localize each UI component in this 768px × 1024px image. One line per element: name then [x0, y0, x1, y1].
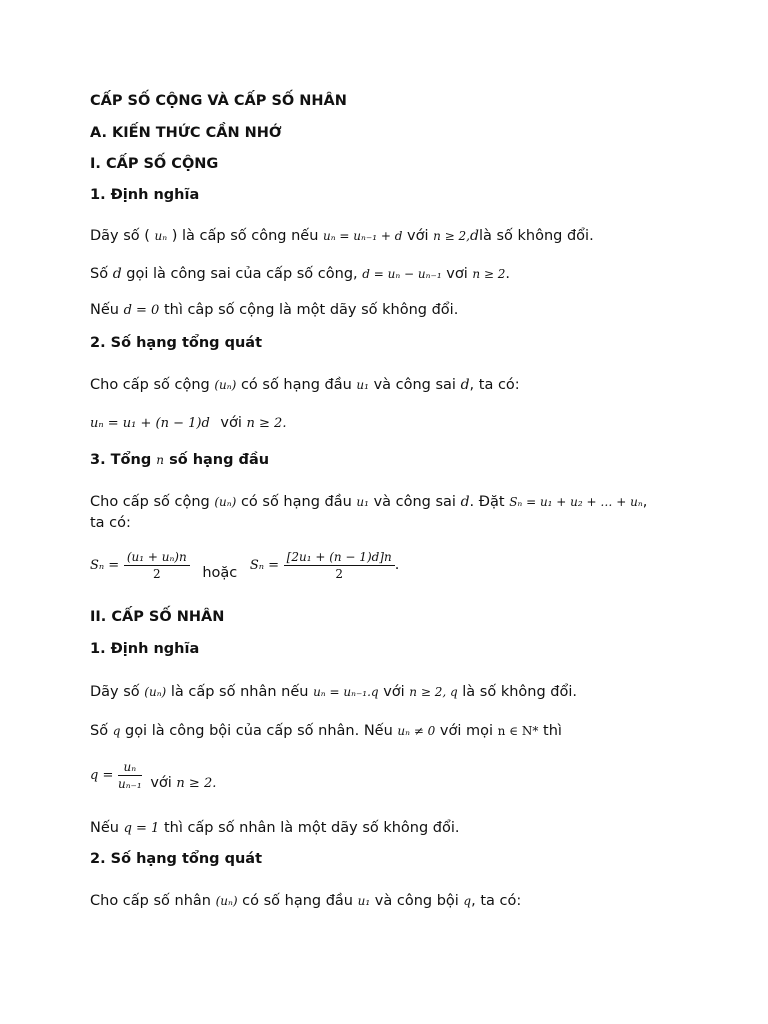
part1-definition-line-2: Số d gọi là công sai của cấp số công, d = uₙ − uₙ₋₁ vơi n ≥ 2. — [90, 266, 510, 282]
math-un: uₙ — [154, 229, 168, 243]
part1-sum-formula: Sₙ = $\frac{\text{(u₁ + uₙ)n}}{2}$ hoặc Sₙ = $\frac{\text{[2u₁ + (n − 1)d]n}}{2}$ . — [90, 549, 400, 581]
math-u1: u₁ — [356, 378, 369, 392]
part2-definition-line-2: Số q gọi là công bội của cấp số nhân. Nếu uₙ ≠ 0 với mọi n ∈ N* thì — [90, 723, 562, 739]
math-recurrence-formula: uₙ = uₙ₋₁ + d — [323, 229, 403, 243]
math-d-zero: d = 0 — [123, 303, 160, 318]
part1-sum-heading: 3. Tổng n số hạng đầu — [90, 452, 270, 468]
math-nonzero-condition: uₙ ≠ 0 — [397, 724, 436, 738]
math-q: q — [463, 894, 472, 908]
math-u1: u₁ — [356, 495, 369, 509]
math-sum-definition: Sₙ = u₁ + u₂ + … + uₙ — [509, 495, 643, 509]
math-condition: n ≥ 2. — [176, 776, 217, 791]
math-d: d — [460, 377, 470, 393]
math-sequence: (uₙ) — [215, 894, 238, 908]
math-sum-fraction-1: $\frac{\text{(u₁ + uₙ)n}}{2}$ — [124, 549, 190, 582]
math-condition: n ≥ 2 — [472, 267, 506, 281]
math-sequence: (uₙ) — [214, 495, 237, 509]
math-q: q — [112, 724, 121, 738]
math-sum-lhs: Sₙ = — [249, 558, 280, 573]
part1-general-term-line: Cho cấp số cộng (uₙ) có số hạng đầu u₁ và công sai d, ta có: — [90, 377, 520, 393]
math-ratio-fraction: $\frac{\text{uₙ}}{\text{uₙ₋₁}}$ — [117, 759, 142, 791]
math-recurrence-formula: uₙ = uₙ₋₁.q — [313, 685, 379, 699]
math-d: d — [112, 266, 122, 282]
math-natural-condition: n ∈ N* — [497, 724, 539, 738]
math-d: d — [469, 228, 479, 244]
part1-general-term-heading: 2. Số hạng tổng quát — [90, 335, 263, 351]
math-n: n — [156, 453, 164, 467]
math-q-one: q = 1 — [123, 821, 160, 836]
math-condition: n ≥ 2. — [246, 416, 287, 431]
part2-ratio-formula: q = $\frac{\text{uₙ}}{\text{uₙ₋₁}}$ với n ≥ 2. — [90, 759, 217, 791]
part2-definition-line-1: Dãy số (uₙ) là cấp số nhân nếu uₙ = uₙ₋₁.q với n ≥ 2, q là số không đổi. — [90, 684, 577, 700]
part1-definition-heading: 1. Định nghĩa — [90, 187, 200, 203]
part2-heading: II. CẤP SỐ NHÂN — [90, 609, 225, 625]
document-title: CẤP SỐ CỘNG VÀ CẤP SỐ NHÂN — [90, 93, 347, 109]
math-general-term: uₙ = u₁ + (n − 1)d — [90, 416, 210, 431]
part2-general-term-heading: 2. Số hạng tổng quát — [90, 851, 263, 867]
section-a-heading: A. KIẾN THỨC CẦN NHỚ — [90, 125, 282, 141]
math-sequence: (uₙ) — [214, 378, 237, 392]
part1-heading: I. CẤP SỐ CỘNG — [90, 156, 219, 172]
math-condition: n ≥ 2, — [433, 229, 470, 243]
math-sum-fraction-2: $\frac{\text{[2u₁ + (n − 1)d]n}}{2}$ — [284, 549, 395, 582]
math-sum-lhs: Sₙ = — [90, 558, 120, 573]
part1-definition-line-3: Nếu d = 0 thì câp số cộng là một dãy số không đổi. — [90, 302, 459, 318]
math-condition: n ≥ 2, q — [409, 685, 458, 699]
part1-sum-line-2: ta có: — [90, 515, 131, 531]
part1-definition-line-1: Dãy số ( uₙ ) là cấp số công nếu uₙ = uₙ₋₁ + d với n ≥ 2,dlà số không đổi. — [90, 228, 594, 244]
math-u1: u₁ — [357, 894, 371, 908]
part2-general-term-line: Cho cấp số nhân (uₙ) có số hạng đầu u₁ và công bội q, ta có: — [90, 893, 522, 909]
part2-definition-line-3: Nếu q = 1 thì cấp số nhân là một dãy số không đổi. — [90, 820, 460, 836]
part1-general-term-formula: uₙ = u₁ + (n − 1)d với n ≥ 2. — [90, 415, 287, 431]
math-d: d — [460, 494, 470, 510]
math-ratio-lhs: q = — [90, 768, 114, 783]
math-common-difference-formula: d = uₙ − uₙ₋₁ — [362, 267, 442, 281]
math-sequence: (uₙ) — [144, 685, 167, 699]
part1-sum-line-1: Cho cấp số cộng (uₙ) có số hạng đầu u₁ và công sai d. Đặt Sₙ = u₁ + u₂ + … + uₙ, — [90, 494, 648, 510]
part2-definition-heading: 1. Định nghĩa — [90, 641, 200, 657]
